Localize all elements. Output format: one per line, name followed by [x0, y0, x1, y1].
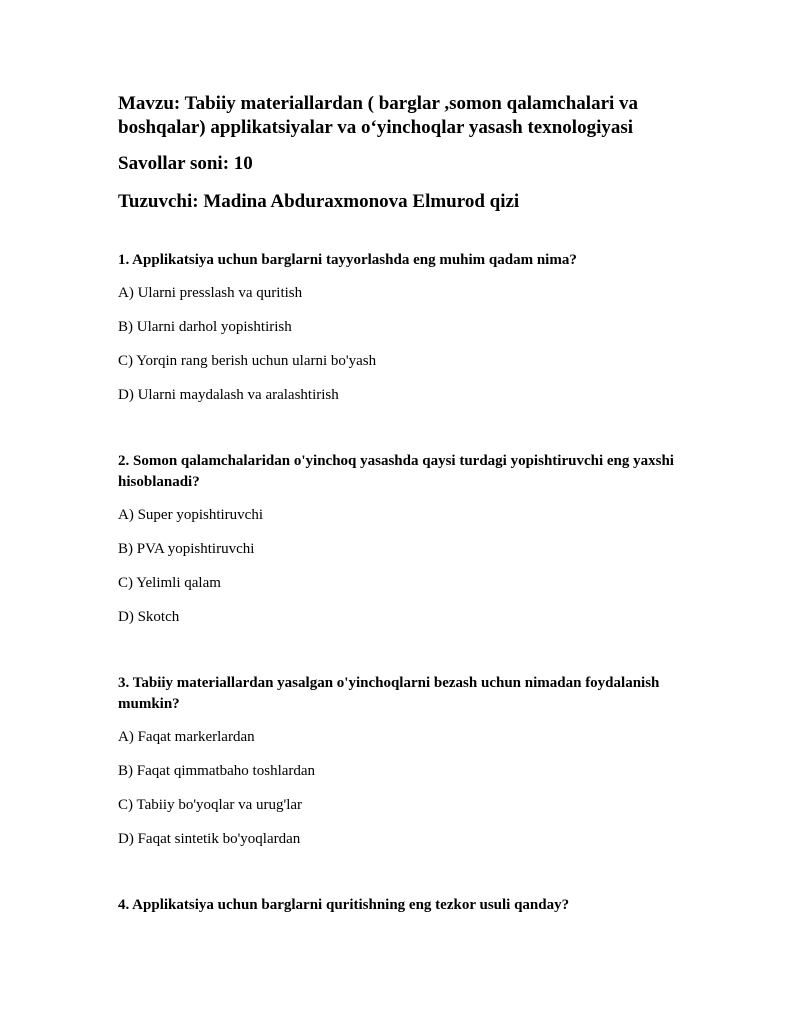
question-1 [118, 250, 718, 405]
answer-option: A) Ularni presslash va quritish [118, 285, 303, 301]
answer-option: A) Faqat markerlardan [118, 729, 255, 745]
author-line: Tuzuvchi: Madina Abduraxmonova Elmurod qizi [118, 191, 520, 212]
answer-option: C) Yorqin rang berish uchun ularni bo'yash [118, 353, 377, 369]
answer-option: D) Faqat sintetik bo'yoqlardan [118, 831, 301, 847]
answer-option: B) Ularni darhol yopishtirish [118, 319, 292, 335]
answer-option: D) Skotch [118, 609, 180, 625]
topic-title: Mavzu: Tabiiy materiallardan ( barglar ,somon qalamchalari va boshqalar) applikatsiyalar va o‘yinchoqlar yasash texnologiyasi [118, 93, 639, 138]
answer-option: C) Yelimli qalam [118, 575, 221, 591]
question-2 [118, 451, 718, 627]
answer-option: B) PVA yopishtiruvchi [118, 541, 255, 557]
question-text: 4. Applikatsiya uchun barglarni quritishning eng tezkor usuli qanday? [118, 897, 570, 913]
question-text: 1. Applikatsiya uchun barglarni tayyorlashda eng muhim qadam nima? [118, 252, 577, 268]
document-content [118, 92, 718, 962]
answer-option: C) Tabiiy bo'yoqlar va urug'lar [118, 797, 303, 813]
document-header [118, 92, 718, 214]
question-list [118, 250, 718, 916]
answer-option: D) Ularni maydalash va aralashtirish [118, 387, 339, 403]
question-text: 2. Somon qalamchalaridan o'yinchoq yasashda qaysi turdagi yopishtiruvchi eng yaxshi hisoblanadi? [118, 453, 674, 490]
question-4 [118, 895, 718, 916]
answer-option: B) Faqat qimmatbaho toshlardan [118, 763, 316, 779]
question-text: 3. Tabiiy materiallardan yasalgan o'yinchoqlarni bezash uchun nimadan foydalanish mumkin? [118, 675, 660, 712]
question-3 [118, 673, 718, 849]
question-count: Savollar soni: 10 [118, 153, 253, 174]
answer-option: A) Super yopishtiruvchi [118, 507, 263, 523]
